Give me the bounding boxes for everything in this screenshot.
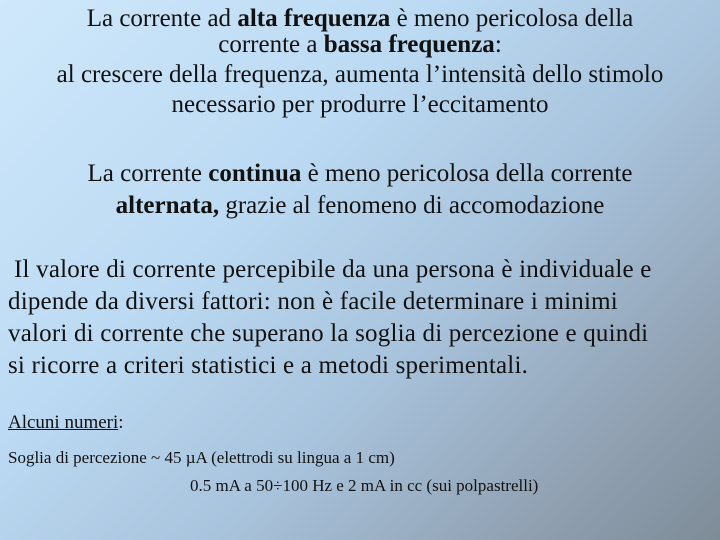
numbers-line-1: Soglia di percezione ~ 45 µA (elettrodi su lingua a 1 cm) <box>8 448 395 467</box>
paragraph-frequency-line-3: al crescere della frequenza, aumenta l’intensità dello stimolo <box>56 61 664 88</box>
paragraph-frequency-line-4: necessario per produrre l’eccitamento <box>171 91 549 118</box>
numbers-heading: Alcuni numeri: <box>8 412 124 433</box>
paragraph-continuous-line-1: La corrente continua è meno pericolosa della corrente <box>87 160 633 187</box>
paragraph-frequency-line-1: La corrente ad alta frequenza è meno pericolosa della <box>86 5 634 32</box>
paragraph-perceptible-line-1: Il valore di corrente percepibile da una persona è individuale e <box>14 256 652 283</box>
paragraph-perceptible-line-3: valori di corrente che superano la soglia di percezione e quindi <box>8 320 649 347</box>
paragraph-frequency <box>0 6 720 118</box>
paragraph-perceptible-line-2: dipende da diversi fattori: non è facile determinare i minimi <box>8 288 618 315</box>
paragraph-continuous-current <box>0 158 720 222</box>
paragraph-perceptible-current <box>8 254 720 382</box>
numbers-line-2: 0.5 mA a 50÷100 Hz e 2 mA in cc (sui polpastrelli) <box>190 476 539 495</box>
paragraph-frequency-line-2: corrente a bassa frequenza: <box>218 31 502 58</box>
paragraph-perceptible-line-4: si ricorre a criteri statistici e a metodi sperimentali. <box>8 352 529 379</box>
paragraph-continuous-line-2: alternata, grazie al fenomeno di accomodazione <box>115 192 605 219</box>
